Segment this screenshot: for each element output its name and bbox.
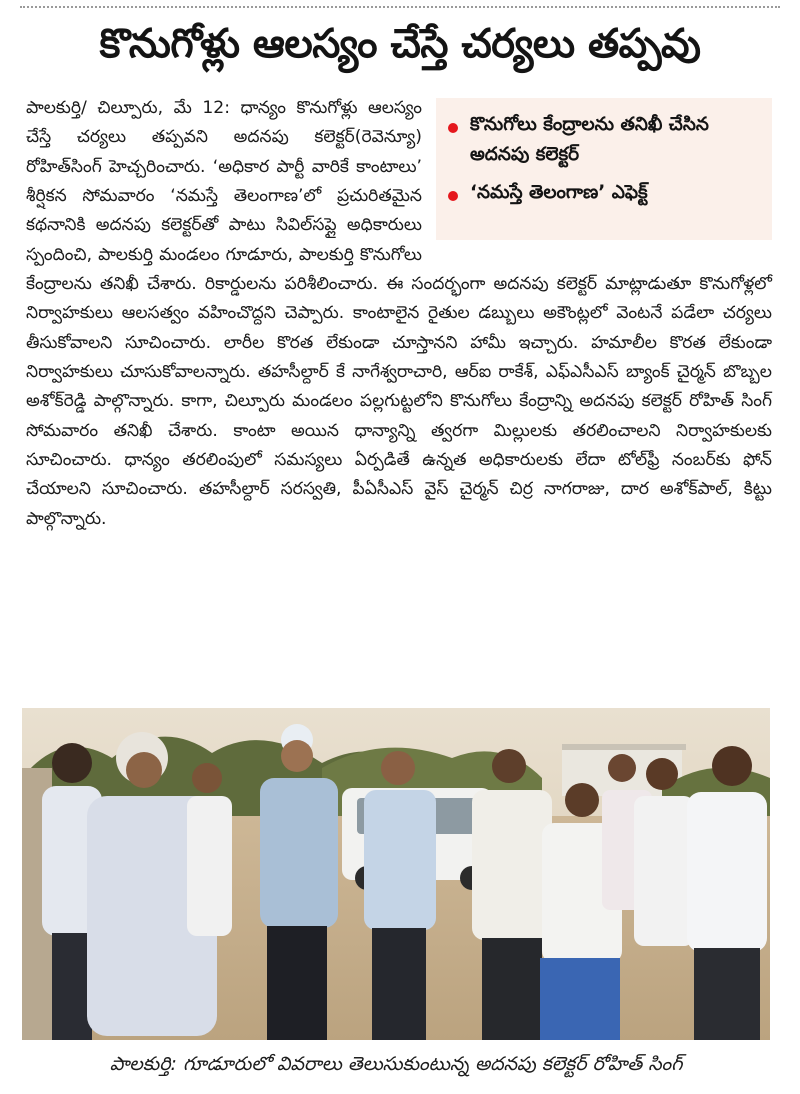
highlights-box <box>436 98 772 240</box>
bullet-icon <box>448 123 458 133</box>
headline: కొనుగోళ్లు ఆలస్యం చేస్తే చర్యలు తప్పవు <box>99 21 701 67</box>
bullet-icon <box>448 191 458 201</box>
highlight-item <box>448 178 762 208</box>
top-divider <box>20 6 780 8</box>
article-body <box>26 94 772 534</box>
photo-caption: పాలకుర్తి: గూడూరులో వివరాలు తెలుసుకుంటున్న అదనపు కలెక్టర్ రోహిత్ సింగ్ <box>109 1052 683 1075</box>
news-photo <box>22 708 770 1040</box>
highlight-text: కొనుగోలు కేంద్రాలను తనిఖీ చేసిన అదనపు కలెక్టర్ <box>470 114 709 165</box>
highlight-text: ‘నమస్తే తెలంగాణ’ ఎఫెక్ట్ <box>470 182 648 203</box>
article-text: పాలకుర్తి/ చిల్పూరు, మే 12: ధాన్యం కొనుగోళ్లు ఆలస్యం చేస్తే చర్యలు తప్పవని అదనపు కలెక్టర్(రెవెన్యూ) రోహిత్‌సింగ్ హెచ్చరించారు. ‘అధికార పార్టీ వారికే కాంటాలు’ శీర్షికన సోమవారం ‘నమస్తే తెలంగాణ’లో ప్రచురితమైన కథనానికి అదనపు కలెక్టర్‌తో పాటు సివిల్‌సప్లై అధికారులు స్పందించి, పాలకుర్తి మండలం గూడూరు, పాలకుర్తి కొనుగోలు కేంద్రాలను తనిఖీ చేశారు. రికార్డులను పరిశీలించారు. ఈ సందర్భంగా అదనపు కలెక్టర్ మాట్లాడుతూ కొనుగోళ్లలో నిర్వాహకులు ఆలసత్వం వహించొద్దని చెప్పారు. కాంటాలైన రైతుల డబ్బులు అకౌంట్లలో వెంటనే పడేలా చర్యలు తీసుకోవాలని సూచించారు. లారీల కొరత లేకుండా చూస్తానని హామీ ఇచ్చారు. హమాలీల కొరత లేకుండా నిర్వాహకులు చూసుకోవాలన్నారు. తహసీల్దార్ కే నాగేశ్వరాచారి, ఆర్‌ఐ రాకేశ్, ఎఫ్‌ఎసీఎస్ బ్యాంక్ చైర్మన్ బొబ్బల అశోక్‌రెడ్డి పాల్గొన్నారు. కాగా, చిల్పూరు మండలం పల్లగుట్టలోని కొనుగోలు కేంద్రాన్ని అదనపు కలెక్టర్ రోహిత్ సింగ్ సోమవారం తనిఖీ చేశారు. కాంటా అయిన ధాన్యాన్ని త్వరగా మిల్లులకు తరలించాలని నిర్వాహకులకు సూచించారు. ధాన్యం తరలింపులో సమస్యలు ఏర్పడితే ఉన్నత అధికారులకు లేదా టోల్‌ఫ్రీ నంబర్‌కు ఫోన్ చేయాలని సూచించారు. తహసీల్దార్ సరస్వతి, పీఏసీఎస్ వైస్ చైర్మన్ చిర్ర నాగరాజు, దార అశోక్‌పాల్, కిట్టు పాల్గొన్నారు. <box>26 98 772 529</box>
highlight-item <box>448 110 762 170</box>
